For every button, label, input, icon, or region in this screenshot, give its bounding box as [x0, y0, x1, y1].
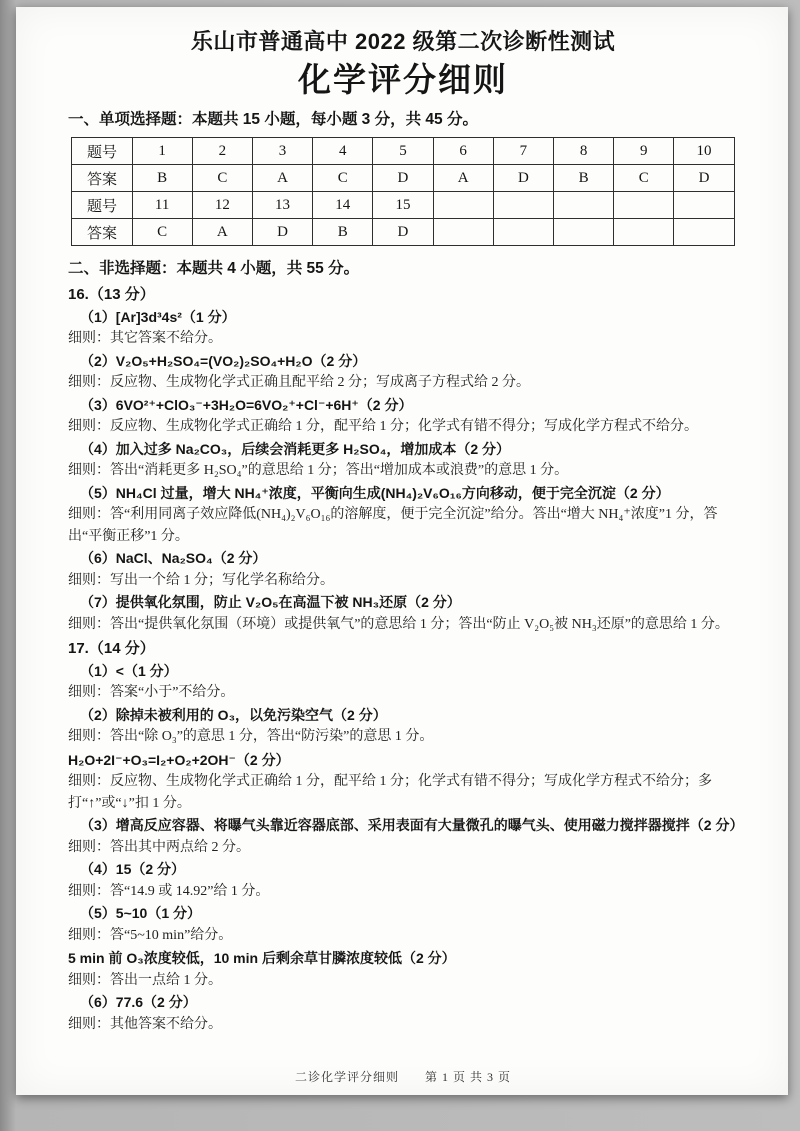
document-subtitle: 化学评分细则: [298, 61, 508, 98]
answer-cell: B: [132, 165, 192, 192]
question-heading: 17.（14 分）: [68, 640, 155, 657]
rubric-detail-line: 细则：反应物、生成物化学式正确且配平给 2 分；写成离子方程式给 2 分。: [68, 375, 530, 390]
equation-line: 5 min 前 O₃浓度较低，10 min 后剩余草甘膦浓度较低（2 分）: [68, 950, 456, 966]
answer-line: （5）5~10（1 分）: [80, 905, 201, 921]
rubric-detail-line: 细则：反应物、生成物化学式正确给 1 分，配平给 1 分；化学式有错不得分；写成化学方程式不给分；多打“↑”或“↓”扣 1 分。: [68, 774, 712, 811]
answer-cell: [674, 219, 734, 246]
answer-cell: C: [614, 165, 674, 192]
answer-cell: [553, 219, 613, 246]
rubric-detail-line: 细则：答“利用同离子效应降低(NH₄)₂V₆O₁₆的溶解度，便于完全沉淀”给分。答出“增大 NH₄⁺浓度”1 分，答出“平衡正移”1 分。: [68, 507, 718, 544]
answer-line: （3）增高反应容器、将曝气头靠近容器底部、采用表面有大量微孔的曝气头、使用磁力搅拌器搅拌（2 分）: [80, 817, 744, 833]
answer-cell: [433, 192, 493, 219]
answer-line: （4）加入过多 Na₂CO₃，后续会消耗更多 H₂SO₄，增加成本（2 分）: [80, 440, 511, 457]
row-label-cell: 答案: [72, 219, 132, 246]
rubric-detail-line: 细则：答“14.9 或 14.92”给 1 分。: [68, 883, 270, 899]
rubric-detail-line: 细则：答出“提供氧化氛围（环境）或提供氧气”的意思给 1 分；答出“防止 V₂O₅被 NH₃还原”的意思给 1 分。: [68, 616, 729, 632]
rubric-detail-line: 细则：答出“除 O₃”的意思 1 分，答出“防污染”的意思 1 分。: [68, 729, 434, 744]
answer-table-row: [72, 138, 734, 165]
answer-cell: D: [252, 219, 312, 246]
answer-cell: [674, 192, 734, 219]
answer-cell: A: [433, 165, 493, 192]
document-page: [16, 7, 788, 1095]
answer-cell: B: [313, 219, 373, 246]
answer-cell: C: [192, 165, 252, 192]
page-footer: 二诊化学评分细则 第 1 页 共 3 页: [294, 1070, 511, 1084]
answer-cell: C: [313, 165, 373, 192]
row-label-cell: 答案: [72, 165, 132, 192]
answer-line: （6）77.6（2 分）: [80, 994, 197, 1010]
answer-cell: 11: [132, 192, 192, 219]
answer-table-row: [72, 219, 734, 246]
section-one-heading: 一、单项选择题：本题共 15 小题，每小题 3 分，共 45 分。: [68, 111, 478, 128]
answer-cell: 8: [553, 138, 613, 165]
answer-table-row: [72, 192, 734, 219]
section-two-heading: 二、非选择题：本题共 4 小题，共 55 分。: [68, 260, 360, 277]
answer-cell: D: [373, 219, 433, 246]
answer-cell: [614, 192, 674, 219]
answer-line: （1）[Ar]3d³4s²（1 分）: [80, 308, 236, 325]
answer-cell: A: [252, 165, 312, 192]
rubric-detail-line: 细则：其他答案不给分。: [68, 1016, 222, 1032]
answer-cell: 15: [373, 192, 433, 219]
answer-line: （6）NaCl、Na₂SO₄（2 分）: [80, 550, 267, 566]
answer-cell: 2: [192, 138, 252, 165]
answer-table-row: [72, 165, 734, 192]
rubric-detail-line: 细则：其它答案不给分。: [68, 331, 222, 346]
answer-cell: [553, 192, 613, 219]
scoring-rubric-lines: [68, 281, 744, 1035]
answer-line: （4）15（2 分）: [80, 861, 186, 877]
answer-cell: 7: [493, 138, 553, 165]
answer-cell: D: [493, 165, 553, 192]
answer-cell: D: [674, 165, 734, 192]
answer-cell: 6: [433, 138, 493, 165]
rubric-detail-line: 细则：答“5~10 min”给分。: [68, 927, 233, 943]
multiple-choice-answer-table: [71, 137, 734, 246]
answer-cell: 13: [252, 192, 312, 219]
answer-line: （1）<（1 分）: [80, 662, 178, 679]
answer-cell: 5: [373, 138, 433, 165]
answer-cell: 14: [313, 192, 373, 219]
row-label-cell: 题号: [72, 192, 132, 219]
equation-line: H₂O+2I⁻+O₃=I₂+O₂+2OH⁻（2 分）: [68, 751, 290, 768]
answer-line: （2）V₂O₅+H₂SO₄=(VO₂)₂SO₄+H₂O（2 分）: [80, 352, 367, 369]
answer-cell: 4: [313, 138, 373, 165]
rubric-detail-line: 细则：答出“消耗更多 H₂SO₄”的意思给 1 分；答出“增加成本或浪费”的意思 1 分。: [68, 463, 569, 478]
answer-cell: [614, 219, 674, 246]
answer-line: （2）除掉未被利用的 O₃，以免污染空气（2 分）: [80, 706, 387, 723]
row-label-cell: 题号: [72, 138, 132, 165]
answer-cell: C: [132, 219, 192, 246]
answer-line: （3）6VO²⁺+ClO₃⁻+3H₂O=6VO₂⁺+Cl⁻+6H⁺（2 分）: [80, 396, 413, 413]
answer-line: （5）NH₄Cl 过量，增大 NH₄⁺浓度，平衡向生成(NH₄)₂V₆O₁₆方向移动，便于完全沉淀（2 分）: [80, 484, 670, 501]
rubric-detail-line: 细则：答出一点给 1 分。: [68, 972, 222, 988]
answer-cell: 12: [192, 192, 252, 219]
rubric-detail-line: 细则：答出其中两点给 2 分。: [68, 839, 250, 855]
answer-line: （7）提供氧化氛围，防止 V₂O₅在高温下被 NH₃还原（2 分）: [80, 594, 461, 610]
rubric-detail-line: 细则：反应物、生成物化学式正确给 1 分，配平给 1 分；化学式有错不得分；写成化学方程式不给分。: [68, 419, 698, 434]
answer-cell: 9: [614, 138, 674, 165]
answer-cell: 3: [252, 138, 312, 165]
document-title: 乐山市普通高中 2022 级第二次诊断性测试: [190, 29, 616, 54]
question-heading: 16.（13 分）: [68, 286, 155, 303]
answer-cell: 10: [674, 138, 734, 165]
rubric-detail-line: 细则：写出一个给 1 分；写化学名称给分。: [68, 572, 334, 588]
answer-cell: B: [553, 165, 613, 192]
answer-cell: A: [192, 219, 252, 246]
answer-cell: [493, 192, 553, 219]
answer-cell: 1: [132, 138, 192, 165]
answer-cell: D: [373, 165, 433, 192]
answer-cell: [433, 219, 493, 246]
rubric-detail-line: 细则：答案“小于”不给分。: [68, 685, 235, 700]
answer-cell: [493, 219, 553, 246]
